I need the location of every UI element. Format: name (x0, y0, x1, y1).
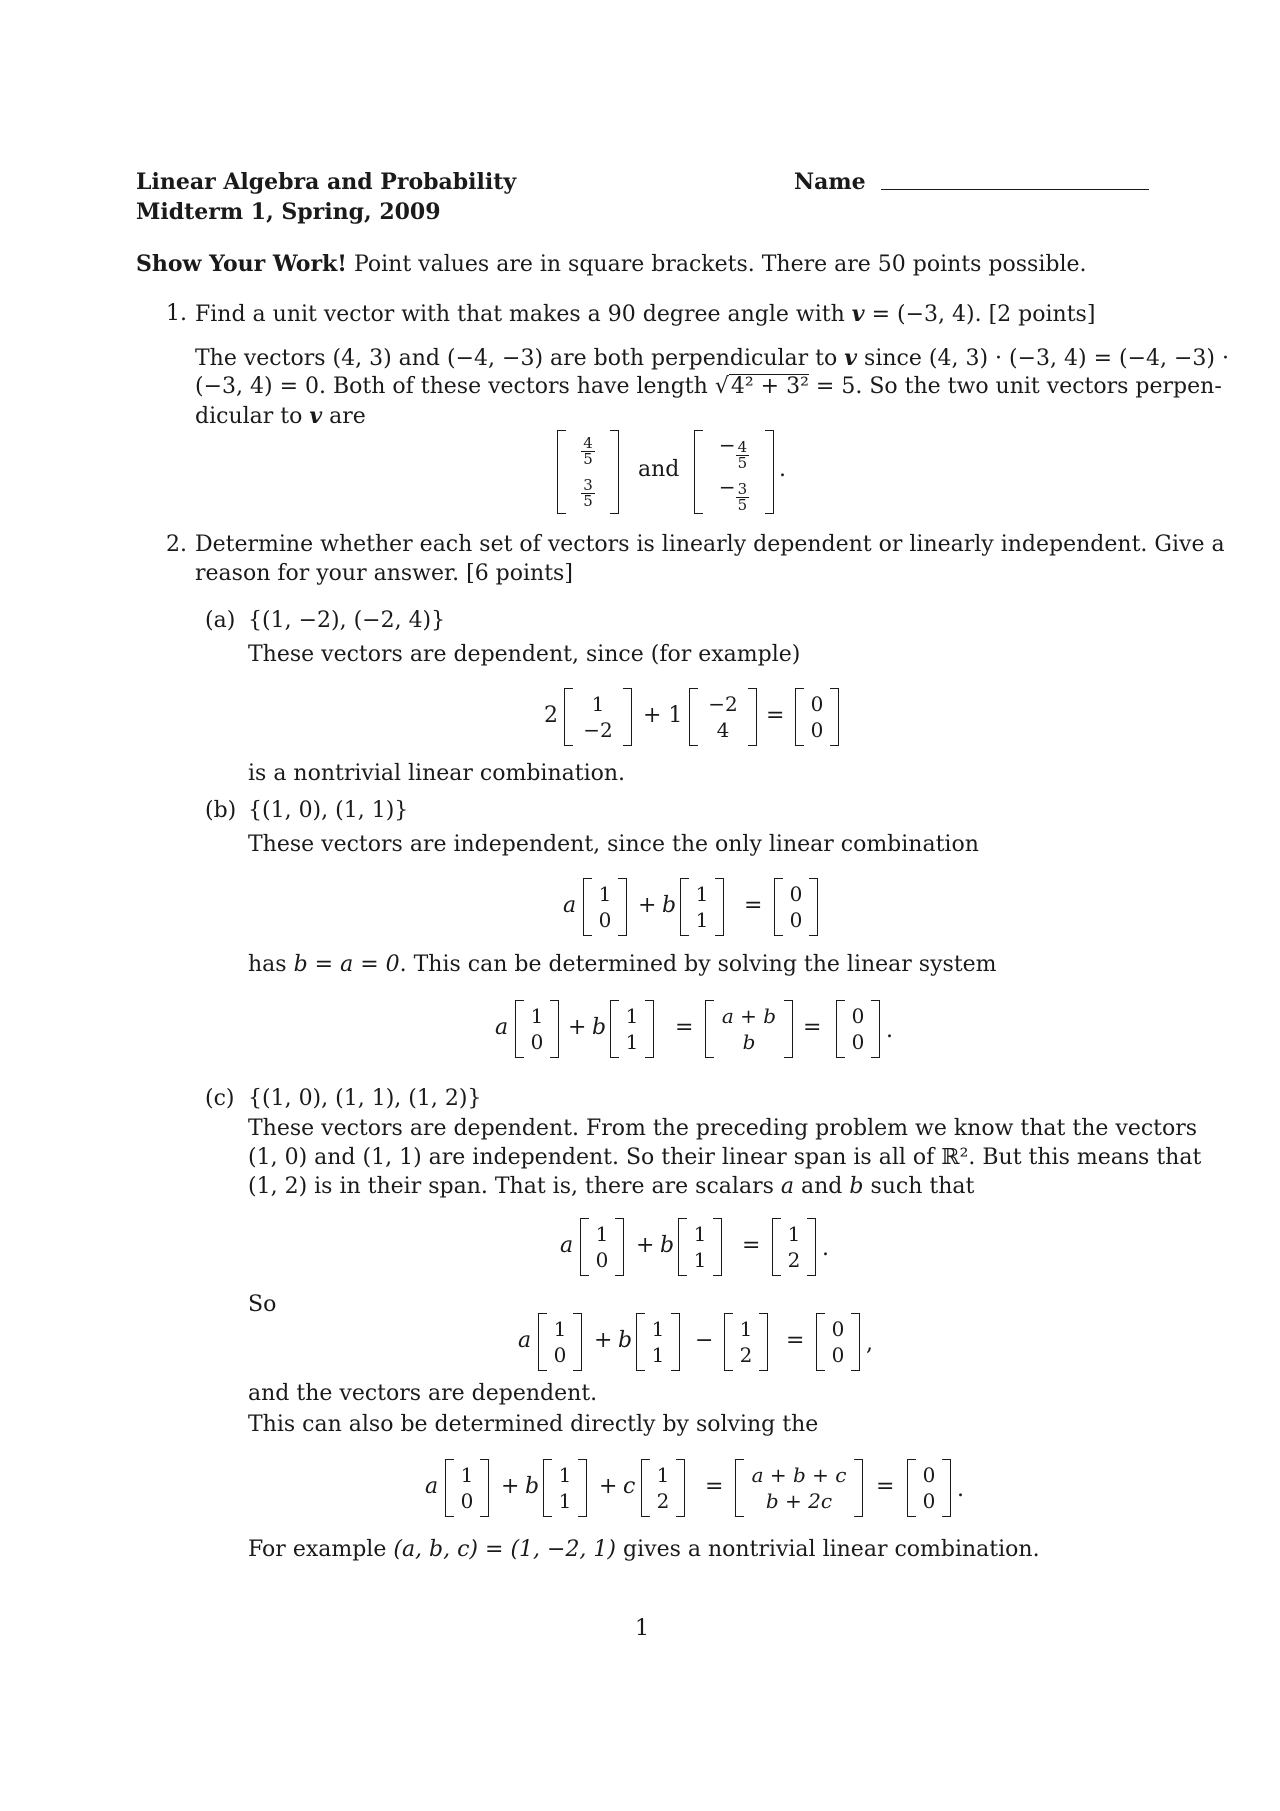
p2c-eq3-vec3 (641, 1459, 685, 1517)
p2b-text1: These vectors are independent, since the only linear combination (248, 832, 979, 857)
frac-num: 3 (583, 475, 593, 494)
p2c-eq3-vec1 (445, 1459, 489, 1517)
frac-den: 5 (583, 491, 593, 510)
frac-num: 4 (583, 433, 593, 452)
p2c-eq3-zero (907, 1459, 951, 1517)
p2b-eq1-a: a (563, 893, 577, 918)
p1-answer-line1 (195, 343, 1229, 374)
p2c-eq1-end: . (822, 1236, 829, 1261)
p1-l1-v: v (844, 345, 858, 371)
vec-entry: a + b (721, 1004, 777, 1028)
vec-entry: 1 (695, 882, 709, 906)
vec-entry: 1 (787, 1222, 801, 1246)
vec-entry: 0 (831, 1317, 845, 1341)
vec-entry: 0 (810, 718, 824, 742)
vec-entry: 0 (789, 908, 803, 932)
vec-entry: 1 (693, 1222, 707, 1246)
vec-entry: 2 (739, 1343, 753, 1367)
p2c-eq2-a: a (518, 1328, 532, 1353)
p1-l3-v: v (309, 403, 323, 429)
p2b-eq1-vec2 (680, 878, 724, 936)
vec-entry: 0 (922, 1463, 936, 1487)
p1-l1-a: The vectors (4, 3) and (−4, −3) are both perpendicular to (195, 346, 838, 371)
p2c-eq1-equals: = (742, 1233, 761, 1258)
vec-entry: 1 (558, 1489, 572, 1513)
p2b-eq2-equals-2: = (803, 1015, 822, 1040)
p2b-eq2-a: a (495, 1015, 509, 1040)
p2-line2: reason for your answer. [6 points] (195, 561, 573, 586)
vec-entry: 1 (693, 1248, 707, 1272)
p2b-eq2-equals-1: = (675, 1015, 694, 1040)
vec-entry: 1 (553, 1317, 567, 1341)
p2c-line1: These vectors are dependent. From the preceding problem we know that the vectors (248, 1116, 1198, 1141)
p2c-eq3-plus-2: + (599, 1474, 618, 1499)
p2b-eq2-sum-vec (705, 1000, 793, 1058)
vec-entry: 0 (851, 1004, 865, 1028)
frac-den: 5 (737, 495, 748, 514)
p2a-vec2 (689, 688, 757, 746)
vec-entry: 0 (810, 692, 824, 716)
p2c-l2-a: (1, 0) and (1, 1) are independent. So their linear span is all of (248, 1145, 935, 1170)
p2c-eq3-b: b (525, 1474, 540, 1499)
p2c-eq2-end: , (866, 1331, 873, 1356)
course-title: Linear Algebra and Probability (136, 169, 517, 195)
intro (136, 249, 1087, 280)
p2c-line2 (248, 1143, 1201, 1173)
p1-l2-b: = 5. So the two unit vectors perpen- (815, 374, 1222, 399)
p2c-eq2-vec1 (538, 1313, 582, 1371)
vec-entry: −2 (708, 692, 738, 716)
p2a-coef-2: 2 (544, 703, 558, 728)
p2c-l3-a: (1, 2) is in their span. That is, there are scalars (248, 1174, 774, 1199)
p2a-label: (a) (205, 608, 236, 633)
p2c-eq2-vec2 (636, 1313, 680, 1371)
p2a-text1: These vectors are dependent, since (for example) (248, 642, 801, 667)
vec-entry: 1 (739, 1317, 753, 1341)
p1-l2-sqrt: 4² + 3² (730, 374, 809, 399)
vec-entry: −2 (583, 718, 613, 742)
p2b-eq1-b: b (662, 893, 677, 918)
vec-entry: 0 (922, 1489, 936, 1513)
frac-den: 5 (583, 449, 593, 468)
p2c-eq2-minus: − (695, 1328, 714, 1353)
page-number: 1 (635, 1616, 649, 1641)
name-label: Name (794, 169, 866, 195)
p1-unit-vector-1 (557, 430, 619, 514)
p2-line1: Determine whether each set of vectors is linearly dependent or linearly independent. Give a (195, 532, 1225, 557)
p2c-eq3-end: . (957, 1477, 964, 1502)
p2c-eq1-a: a (560, 1233, 574, 1258)
p2c-eq2-zero (816, 1313, 860, 1371)
p1-q-v: v (851, 301, 865, 327)
p2c-ex-b: gives a nontrivial linear combination. (623, 1537, 1040, 1562)
vec-entry: 2 (656, 1489, 670, 1513)
p2a-equals: = (766, 703, 785, 728)
p2c-eq1-vec2 (678, 1218, 722, 1276)
p2c-l2-b: . But this means that (968, 1145, 1202, 1170)
p2c-eq1-plus: + (636, 1233, 655, 1258)
p2a-zero-vec (795, 688, 839, 746)
p2-number: 2. (166, 532, 187, 557)
vec-entry: 1 (530, 1004, 544, 1028)
p2b-eq1-equals: = (744, 893, 763, 918)
p2b-t2-b: . This can be determined by solving the linear system (399, 952, 997, 977)
p2c-l2-r: ℝ² (941, 1145, 969, 1170)
vec-entry: 0 (460, 1489, 474, 1513)
p2a-vec1 (564, 688, 632, 746)
p2c-eq3-plus-1: + (501, 1474, 520, 1499)
p2c-text3: and the vectors are dependent. (248, 1381, 598, 1406)
frac-num: 3 (737, 479, 748, 498)
vec-entry: 1 (460, 1463, 474, 1487)
vec-entry: 1 (591, 692, 605, 716)
vec-entry: 0 (789, 882, 803, 906)
p1-q-text-a: Find a unit vector with that makes a 90 degree angle with (195, 302, 845, 327)
p1-number: 1. (166, 301, 187, 326)
p2c-example (248, 1535, 1040, 1565)
vec-entry: 0 (553, 1343, 567, 1367)
intro-bold: Show Your Work! (136, 251, 347, 277)
p1-l3-a: dicular to (195, 404, 303, 429)
p2c-eq2-b: b (618, 1328, 633, 1353)
p2c-l3-b: such that (870, 1174, 975, 1199)
vec-entry: 0 (598, 908, 612, 932)
p2c-l3-and: and (801, 1174, 843, 1199)
p2a-text2: is a nontrivial linear combination. (248, 761, 626, 786)
vec-entry: 0 (851, 1030, 865, 1054)
p2c-line3 (248, 1172, 974, 1202)
p2b-eq2-end: . (886, 1018, 893, 1043)
p2c-set: {(1, 0), (1, 1), (1, 2)} (248, 1086, 482, 1111)
p2c-label: (c) (205, 1086, 235, 1111)
name-blank-line (881, 189, 1149, 190)
p2c-eq3-a: a (425, 1474, 439, 1499)
vec-entry: 0 (831, 1343, 845, 1367)
p2b-label: (b) (205, 798, 237, 823)
p2c-eq2-equals: = (786, 1328, 805, 1353)
frac-den: 5 (737, 453, 748, 472)
vec-entry: 0 (530, 1030, 544, 1054)
vec-entry: 1 (598, 882, 612, 906)
p2c-eq3-sum-vec (735, 1459, 863, 1517)
p2c-ex-math: (a, b, c) = (1, −2, 1) (393, 1537, 617, 1562)
p2b-eq1-plus: + (638, 893, 657, 918)
vec-entry: a + b + c (751, 1463, 847, 1487)
p2b-eq2-zero (836, 1000, 880, 1058)
p1-l2-a: (−3, 4) = 0. Both of these vectors have length (195, 374, 708, 399)
p2c-eq1-b: b (660, 1233, 675, 1258)
p2b-eq2-b: b (592, 1015, 607, 1040)
intro-text: Point values are in square brackets. There are 50 points possible. (353, 252, 1087, 277)
vec-entry: 1 (595, 1222, 609, 1246)
p2a-set: {(1, −2), (−2, 4)} (248, 608, 446, 633)
vec-entry: 1 (695, 908, 709, 932)
p2b-eq1-vec1 (583, 878, 627, 936)
p2b-eq1-zero (774, 878, 818, 936)
p1-q-text-b: = (−3, 4). [2 points] (871, 302, 1096, 327)
p2c-l3-bvar: b (849, 1174, 864, 1199)
p1-and: and (638, 457, 680, 482)
p2c-eq2-plus: + (594, 1328, 613, 1353)
p2b-eq2-plus: + (568, 1015, 587, 1040)
p2c-eq3-equals-1: = (705, 1474, 724, 1499)
p2b-set: {(1, 0), (1, 1)} (248, 798, 409, 823)
p2c-eq2-vec3 (724, 1313, 768, 1371)
p1-answer-line2: (−3, 4) = 0. Both of these vectors have length √4² + 3² = 5. So the two unit vectors perpen- (195, 374, 1222, 399)
p2c-so: So (248, 1292, 277, 1317)
sign: − (718, 474, 736, 499)
vec-entry: 2 (787, 1248, 801, 1272)
p2b-eq2-vec2 (610, 1000, 654, 1058)
p2c-eq1-vec1 (580, 1218, 624, 1276)
vec-entry: 1 (651, 1343, 665, 1367)
p1-l3-b: are (329, 404, 366, 429)
vec-entry: b + 2c (765, 1489, 833, 1513)
p2c-eq3-equals-2: = (876, 1474, 895, 1499)
p1-answer-line3 (195, 401, 366, 432)
vec-entry: 1 (651, 1317, 665, 1341)
p1-period: . (779, 457, 786, 482)
p2b-text2 (248, 950, 997, 980)
vec-entry: 1 (625, 1030, 639, 1054)
p1-l1-b: since (4, 3) · (−3, 4) = (−4, −3) · (864, 346, 1230, 371)
vec-entry: 1 (558, 1463, 572, 1487)
p2c-text4: This can also be determined directly by solving the (248, 1412, 819, 1437)
vec-entry: b (742, 1030, 756, 1054)
p2c-ex-a: For example (248, 1537, 387, 1562)
frac-num: 4 (737, 437, 748, 456)
p2b-t2-math: b = a = 0 (293, 952, 400, 977)
vec-entry: 4 (716, 718, 730, 742)
p2b-eq2-vec1 (515, 1000, 559, 1058)
p2c-eq3-vec2 (543, 1459, 587, 1517)
p2c-eq3-c: c (623, 1474, 636, 1499)
p2c-l3-avar: a (780, 1174, 794, 1199)
vec-entry: 1 (625, 1004, 639, 1028)
vec-entry: 0 (595, 1248, 609, 1272)
p2a-plus-1: + 1 (643, 703, 683, 728)
p1-unit-vector-2 (694, 430, 774, 514)
p1-question (195, 299, 1095, 330)
p2b-t2-a: has (248, 952, 287, 977)
exam-title: Midterm 1, Spring, 2009 (136, 199, 441, 225)
sign: − (718, 432, 736, 457)
vec-entry: 1 (656, 1463, 670, 1487)
p2c-eq1-vec3 (772, 1218, 816, 1276)
